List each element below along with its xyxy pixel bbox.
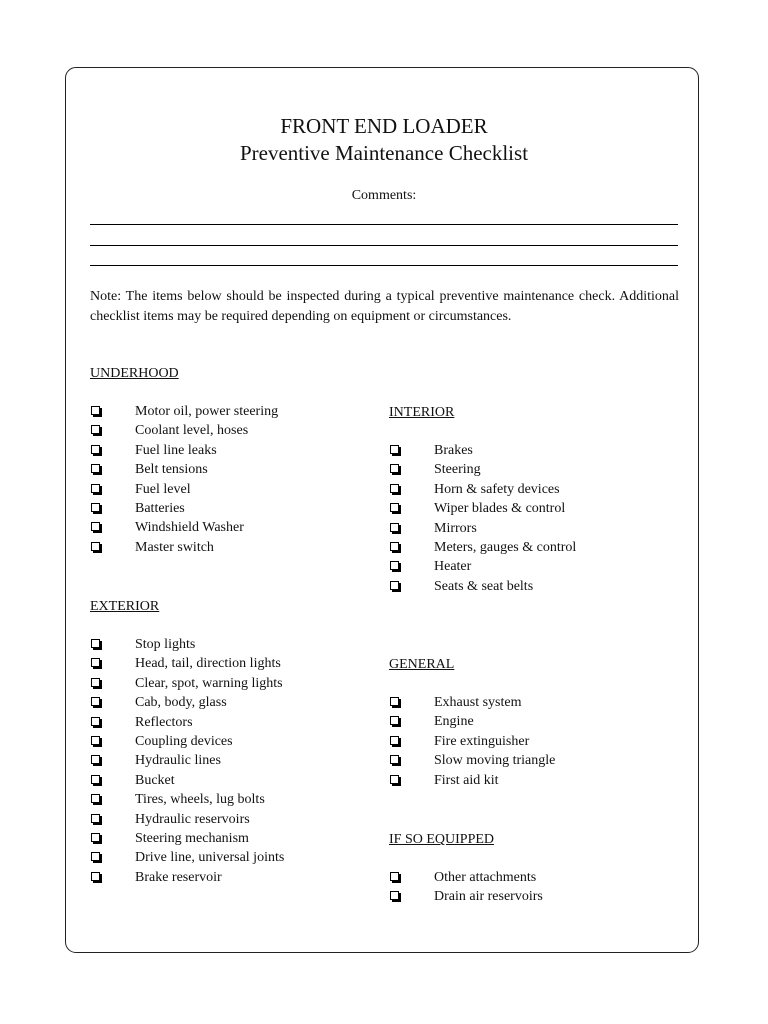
- checklist-item-label: Steering: [434, 462, 481, 478]
- section-title-general: GENERAL: [389, 657, 455, 672]
- checklist-item-label: Fuel line leaks: [135, 442, 217, 458]
- checkbox-icon[interactable]: [390, 503, 399, 512]
- checklist-item-label: Fire extinguisher: [434, 733, 530, 749]
- comment-line-3[interactable]: [90, 265, 678, 266]
- checklist-item: [90, 829, 249, 848]
- checkbox-icon[interactable]: [91, 425, 100, 434]
- checkbox-icon[interactable]: [390, 523, 399, 532]
- checklist-item-label: Coupling devices: [135, 733, 233, 749]
- checklist-item-label: Drive line, universal joints: [135, 850, 285, 866]
- section-title-if-so-equipped: IF SO EQUIPPED: [389, 832, 495, 847]
- checklist-item-label: Mirrors: [434, 520, 477, 536]
- checklist-item: [90, 402, 279, 421]
- checkbox-icon[interactable]: [390, 464, 399, 473]
- checkbox-icon[interactable]: [390, 736, 399, 745]
- document-title: FRONT END LOADER: [280, 114, 488, 138]
- items-underhood: [90, 402, 279, 557]
- checklist-item-label: Bucket: [135, 772, 175, 788]
- checklist-item-label: Hydraulic reservoirs: [135, 811, 250, 827]
- items-if-so-equipped: [389, 868, 543, 907]
- checklist-item: [90, 848, 285, 867]
- checklist-item-label: Batteries: [135, 500, 185, 516]
- section-title-interior: INTERIOR: [389, 405, 455, 420]
- checklist-item: [90, 538, 214, 557]
- checklist-item-label: Hydraulic lines: [135, 753, 221, 769]
- checkbox-icon[interactable]: [91, 833, 100, 842]
- checklist-item: [90, 421, 249, 440]
- checklist-item: [90, 790, 265, 809]
- checkbox-icon[interactable]: [390, 484, 399, 493]
- checkbox-icon[interactable]: [390, 581, 399, 590]
- checklist-item-label: Slow moving triangle: [434, 753, 556, 769]
- checklist-item: [389, 499, 566, 518]
- checklist-item: [90, 751, 221, 770]
- checklist-item-label: Master switch: [135, 539, 214, 555]
- checkbox-icon[interactable]: [390, 542, 399, 551]
- checkbox-icon[interactable]: [91, 522, 100, 531]
- checklist-item-label: Cab, body, glass: [135, 695, 227, 711]
- section-general: [389, 655, 556, 790]
- section-if-so-equipped: [389, 830, 543, 907]
- checkbox-icon[interactable]: [390, 445, 399, 454]
- checklist-item-label: Drain air reservoirs: [434, 889, 543, 905]
- checklist-item: [90, 654, 281, 673]
- checklist-item-label: Horn & safety devices: [434, 481, 560, 497]
- section-exterior: [90, 597, 285, 887]
- checklist-item: [389, 868, 537, 887]
- checkbox-icon[interactable]: [91, 484, 100, 493]
- comment-line-2[interactable]: [90, 245, 678, 246]
- checkbox-icon[interactable]: [390, 697, 399, 706]
- checklist-item: [90, 771, 175, 790]
- checklist-item: [389, 519, 477, 538]
- checklist-item: [389, 538, 577, 557]
- checklist-item: [90, 732, 233, 751]
- checklist-item-label: Other attachments: [434, 870, 537, 885]
- comment-line-1[interactable]: [90, 224, 678, 225]
- checklist-item-label: Wiper blades & control: [434, 501, 566, 517]
- items-general: [389, 693, 556, 790]
- checklist-item: [389, 557, 472, 576]
- checkbox-icon[interactable]: [91, 697, 100, 706]
- checklist-item: [90, 441, 217, 460]
- checkbox-icon[interactable]: [91, 717, 100, 726]
- checklist-item-label: Coolant level, hoses: [135, 423, 249, 439]
- checklist-item-label: Belt tensions: [135, 462, 208, 478]
- checklist-item-label: Engine: [434, 714, 474, 730]
- checklist-item-label: Exhaust system: [434, 695, 522, 710]
- checklist-item-label: Motor oil, power steering: [135, 404, 279, 419]
- checklist-item: [389, 441, 473, 460]
- checkbox-icon[interactable]: [91, 736, 100, 745]
- checklist-item: [389, 732, 530, 751]
- checklist-item: [90, 674, 283, 693]
- comments-label: Comments:: [351, 188, 417, 203]
- checklist-item-label: Steering mechanism: [135, 830, 249, 846]
- checklist-item-label: Heater: [434, 559, 472, 575]
- checklist-item: [90, 810, 250, 829]
- checkbox-icon[interactable]: [390, 891, 399, 900]
- checklist-item: [389, 693, 522, 712]
- checkbox-icon[interactable]: [91, 775, 100, 784]
- checklist-item-label: Clear, spot, warning lights: [135, 675, 283, 691]
- checklist-item: [90, 868, 222, 887]
- checkbox-icon[interactable]: [91, 503, 100, 512]
- checkbox-icon[interactable]: [91, 678, 100, 687]
- checklist-item: [389, 712, 474, 731]
- checkbox-icon[interactable]: [91, 464, 100, 473]
- checklist-item: [90, 518, 244, 537]
- checklist-item-label: Tires, wheels, lug bolts: [135, 792, 265, 808]
- section-title-exterior: EXTERIOR: [90, 599, 160, 614]
- checklist-item: [389, 480, 560, 499]
- checklist-item-label: Brakes: [434, 443, 473, 458]
- checklist-item: [90, 693, 227, 712]
- checklist-item-label: Fuel level: [135, 481, 191, 497]
- checkbox-icon[interactable]: [390, 755, 399, 764]
- checkbox-icon[interactable]: [91, 406, 100, 415]
- checklist-item-label: Brake reservoir: [135, 869, 222, 885]
- section-underhood: [90, 364, 279, 557]
- checklist-item-label: Head, tail, direction lights: [135, 656, 281, 672]
- checkbox-icon[interactable]: [91, 872, 100, 881]
- checklist-item: [90, 480, 191, 499]
- checkbox-icon[interactable]: [91, 542, 100, 551]
- section-interior: [389, 403, 577, 596]
- checklist-item-label: First aid kit: [434, 772, 499, 788]
- checklist-item: [389, 887, 543, 906]
- inspection-note: Note: The items below should be inspected during a typical preventive maintenance check. Additional checklist items may be required depending on equipment or circumstances.: [90, 289, 679, 324]
- checkbox-icon[interactable]: [91, 755, 100, 764]
- items-exterior: [90, 635, 285, 887]
- checklist-item: [389, 771, 499, 790]
- checkbox-icon[interactable]: [390, 775, 399, 784]
- checklist-item: [389, 577, 534, 596]
- checkbox-icon[interactable]: [390, 561, 399, 570]
- checklist-item: [90, 635, 196, 654]
- checkbox-icon[interactable]: [91, 852, 100, 861]
- checklist-item-label: Stop lights: [135, 637, 196, 652]
- checklist-item: [90, 713, 193, 732]
- checkbox-icon[interactable]: [91, 814, 100, 823]
- checklist-item: [389, 460, 481, 479]
- checkbox-icon[interactable]: [91, 445, 100, 454]
- checklist-item-label: Seats & seat belts: [434, 578, 534, 594]
- checklist-item: [90, 460, 208, 479]
- checkbox-icon[interactable]: [91, 639, 100, 648]
- checklist-item-label: Reflectors: [135, 714, 193, 730]
- checklist-item: [90, 499, 185, 518]
- checklist-item-label: Meters, gauges & control: [434, 539, 577, 555]
- checkbox-icon[interactable]: [91, 658, 100, 667]
- items-interior: [389, 441, 577, 596]
- checklist-item: [389, 751, 556, 770]
- checkbox-icon[interactable]: [390, 716, 399, 725]
- checkbox-icon[interactable]: [91, 794, 100, 803]
- checklist-item-label: Windshield Washer: [135, 520, 244, 536]
- section-title-underhood: UNDERHOOD: [90, 366, 179, 381]
- checkbox-icon[interactable]: [390, 872, 399, 881]
- document-subtitle: Preventive Maintenance Checklist: [239, 141, 529, 165]
